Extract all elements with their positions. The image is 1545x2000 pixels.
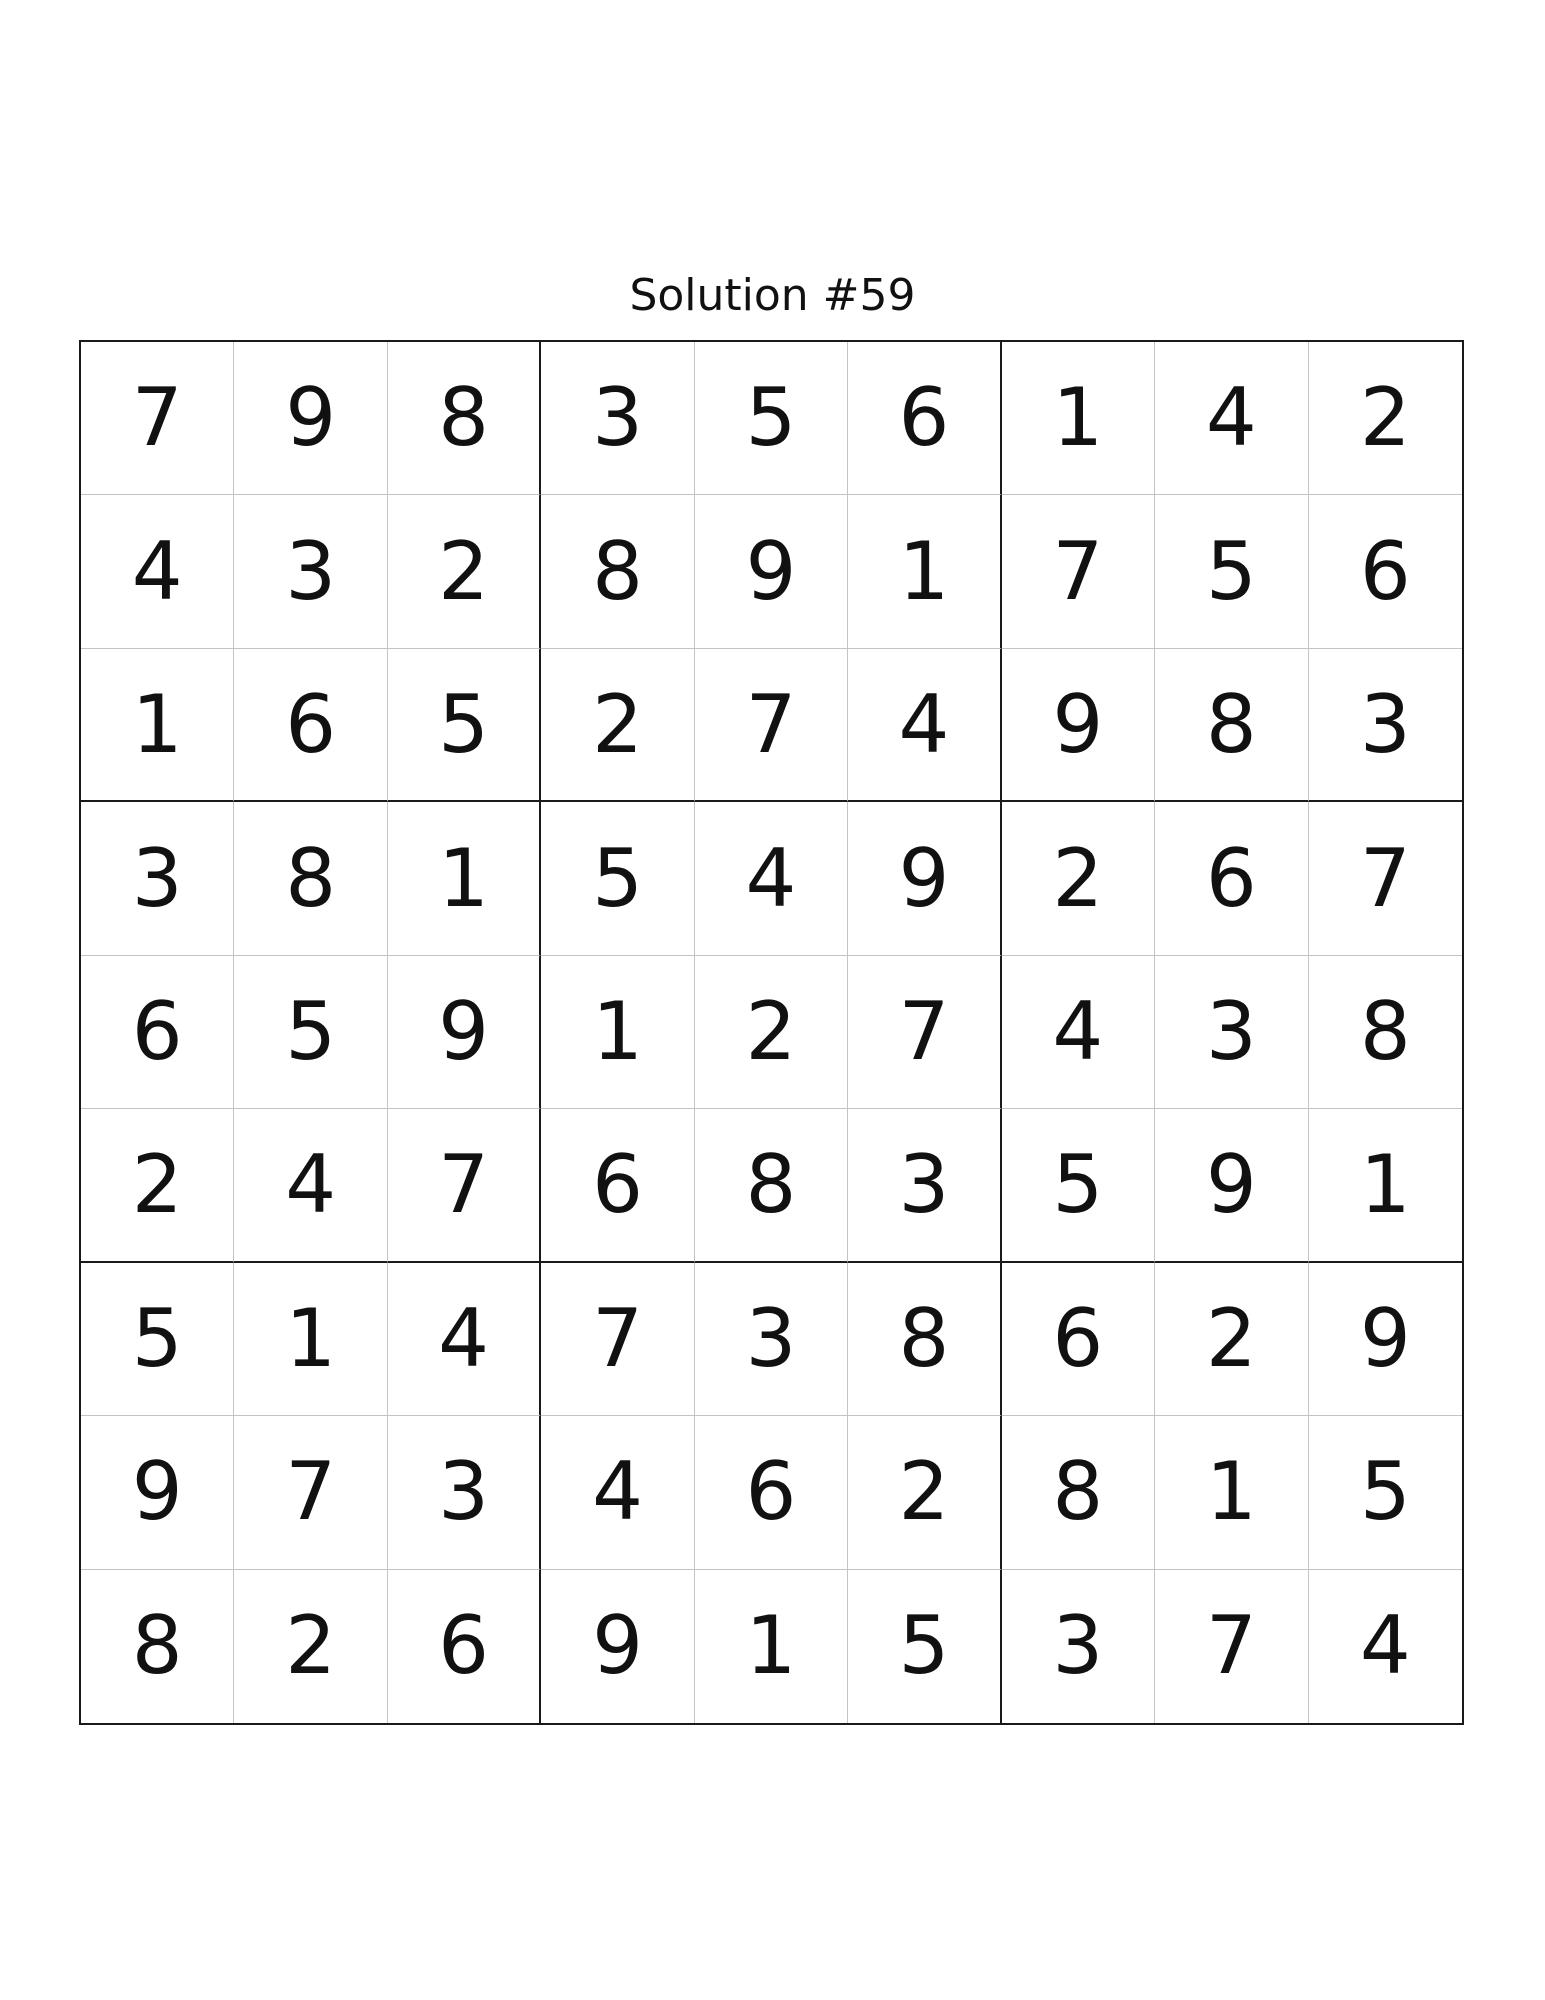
sudoku-cell-r2-c5: 9 (695, 495, 848, 648)
sudoku-cell-r5-c4: 1 (541, 956, 694, 1109)
sudoku-cell-r7-c1: 5 (81, 1263, 234, 1416)
sudoku-cell-r5-c6: 7 (848, 956, 1001, 1109)
sudoku-cell-r4-c7: 2 (1002, 802, 1155, 955)
sudoku-cell-r9-c7: 3 (1002, 1570, 1155, 1723)
sudoku-cell-r8-c7: 8 (1002, 1416, 1155, 1569)
sudoku-cell-r5-c9: 8 (1309, 956, 1462, 1109)
sudoku-cell-r4-c1: 3 (81, 802, 234, 955)
sudoku-cell-r4-c9: 7 (1309, 802, 1462, 955)
sudoku-cell-r1-c6: 6 (848, 342, 1001, 495)
sudoku-cell-r4-c6: 9 (848, 802, 1001, 955)
sudoku-cell-r6-c2: 4 (234, 1109, 387, 1262)
sudoku-cell-r8-c8: 1 (1155, 1416, 1308, 1569)
sudoku-cell-r1-c1: 7 (81, 342, 234, 495)
sudoku-grid (79, 340, 1464, 1725)
sudoku-cell-r9-c5: 1 (695, 1570, 848, 1723)
sudoku-cell-r9-c1: 8 (81, 1570, 234, 1723)
sudoku-cell-r5-c5: 2 (695, 956, 848, 1109)
sudoku-cell-r5-c7: 4 (1002, 956, 1155, 1109)
sudoku-cell-r4-c8: 6 (1155, 802, 1308, 955)
sudoku-cell-r3-c4: 2 (541, 649, 694, 802)
sudoku-cell-r7-c5: 3 (695, 1263, 848, 1416)
sudoku-cell-r6-c3: 7 (388, 1109, 541, 1262)
sudoku-cell-r2-c3: 2 (388, 495, 541, 648)
sudoku-cell-r7-c3: 4 (388, 1263, 541, 1416)
sudoku-cell-r8-c5: 6 (695, 1416, 848, 1569)
sudoku-cell-r7-c7: 6 (1002, 1263, 1155, 1416)
sudoku-cell-r9-c3: 6 (388, 1570, 541, 1723)
sudoku-cell-r9-c2: 2 (234, 1570, 387, 1723)
sudoku-cell-r7-c2: 1 (234, 1263, 387, 1416)
sudoku-cell-r4-c2: 8 (234, 802, 387, 955)
sudoku-cell-r9-c8: 7 (1155, 1570, 1308, 1723)
sudoku-cell-r4-c4: 5 (541, 802, 694, 955)
sudoku-cell-r6-c9: 1 (1309, 1109, 1462, 1262)
sudoku-cell-r1-c2: 9 (234, 342, 387, 495)
sudoku-cell-r7-c9: 9 (1309, 1263, 1462, 1416)
sudoku-cell-r5-c1: 6 (81, 956, 234, 1109)
sudoku-cell-r3-c8: 8 (1155, 649, 1308, 802)
sudoku-cell-r8-c1: 9 (81, 1416, 234, 1569)
sudoku-cell-r3-c6: 4 (848, 649, 1001, 802)
sudoku-cell-r5-c2: 5 (234, 956, 387, 1109)
sudoku-cell-r9-c4: 9 (541, 1570, 694, 1723)
sudoku-cell-r9-c9: 4 (1359, 1599, 1411, 1693)
sudoku-cell-r2-c1: 4 (81, 495, 234, 648)
sudoku-cell-r6-c8: 9 (1155, 1109, 1308, 1262)
sudoku-cell-r5-c3: 9 (388, 956, 541, 1109)
sudoku-cell-r6-c7: 5 (1002, 1109, 1155, 1262)
sudoku-cell-r1-c8: 4 (1155, 342, 1308, 495)
sudoku-cell-r8-c4: 4 (541, 1416, 694, 1569)
sudoku-cell-r8-c9: 5 (1309, 1416, 1462, 1569)
sudoku-cell-r1-c5: 5 (695, 342, 848, 495)
sudoku-cell-r5-c8: 3 (1155, 956, 1308, 1109)
puzzle-title: Solution #59 (629, 270, 916, 321)
sudoku-cell-r2-c6: 1 (848, 495, 1001, 648)
sudoku-cell-r2-c7: 7 (1002, 495, 1155, 648)
sudoku-cell-r8-c2: 7 (234, 1416, 387, 1569)
sudoku-cell-r1-c4: 3 (541, 342, 694, 495)
sudoku-cell-r3-c3: 5 (388, 649, 541, 802)
sudoku-cell-r2-c9: 6 (1309, 495, 1462, 648)
sudoku-cell-r1-c9: 2 (1309, 342, 1462, 495)
sudoku-cell-r7-c6: 8 (848, 1263, 1001, 1416)
sudoku-cell-r9-c6: 5 (848, 1570, 1001, 1723)
sudoku-cell-r2-c2: 3 (234, 495, 387, 648)
sudoku-cell-r3-c2: 6 (234, 649, 387, 802)
sudoku-cell-r6-c4: 6 (541, 1109, 694, 1262)
sudoku-cell-r6-c1: 2 (81, 1109, 234, 1262)
sudoku-cell-r1-c3: 8 (388, 342, 541, 495)
sudoku-cell-r8-c6: 2 (848, 1416, 1001, 1569)
sudoku-cell-r4-c5: 4 (695, 802, 848, 955)
sudoku-cell-r1-c7: 1 (1002, 342, 1155, 495)
sudoku-cell-r4-c3: 1 (388, 802, 541, 955)
sudoku-cell-r6-c5: 8 (695, 1109, 848, 1262)
sudoku-cell-r2-c4: 8 (541, 495, 694, 648)
sudoku-cell-r3-c9: 3 (1309, 649, 1462, 802)
sudoku-cell-r6-c6: 3 (848, 1109, 1001, 1262)
sudoku-cell-r3-c7: 9 (1002, 649, 1155, 802)
sudoku-cell-r3-c5: 7 (695, 649, 848, 802)
sudoku-cell-r2-c8: 5 (1155, 495, 1308, 648)
sudoku-cell-r7-c8: 2 (1155, 1263, 1308, 1416)
sudoku-cell-r3-c1: 1 (81, 649, 234, 802)
sudoku-cell-r7-c4: 7 (541, 1263, 694, 1416)
sudoku-cell-r8-c3: 3 (388, 1416, 541, 1569)
